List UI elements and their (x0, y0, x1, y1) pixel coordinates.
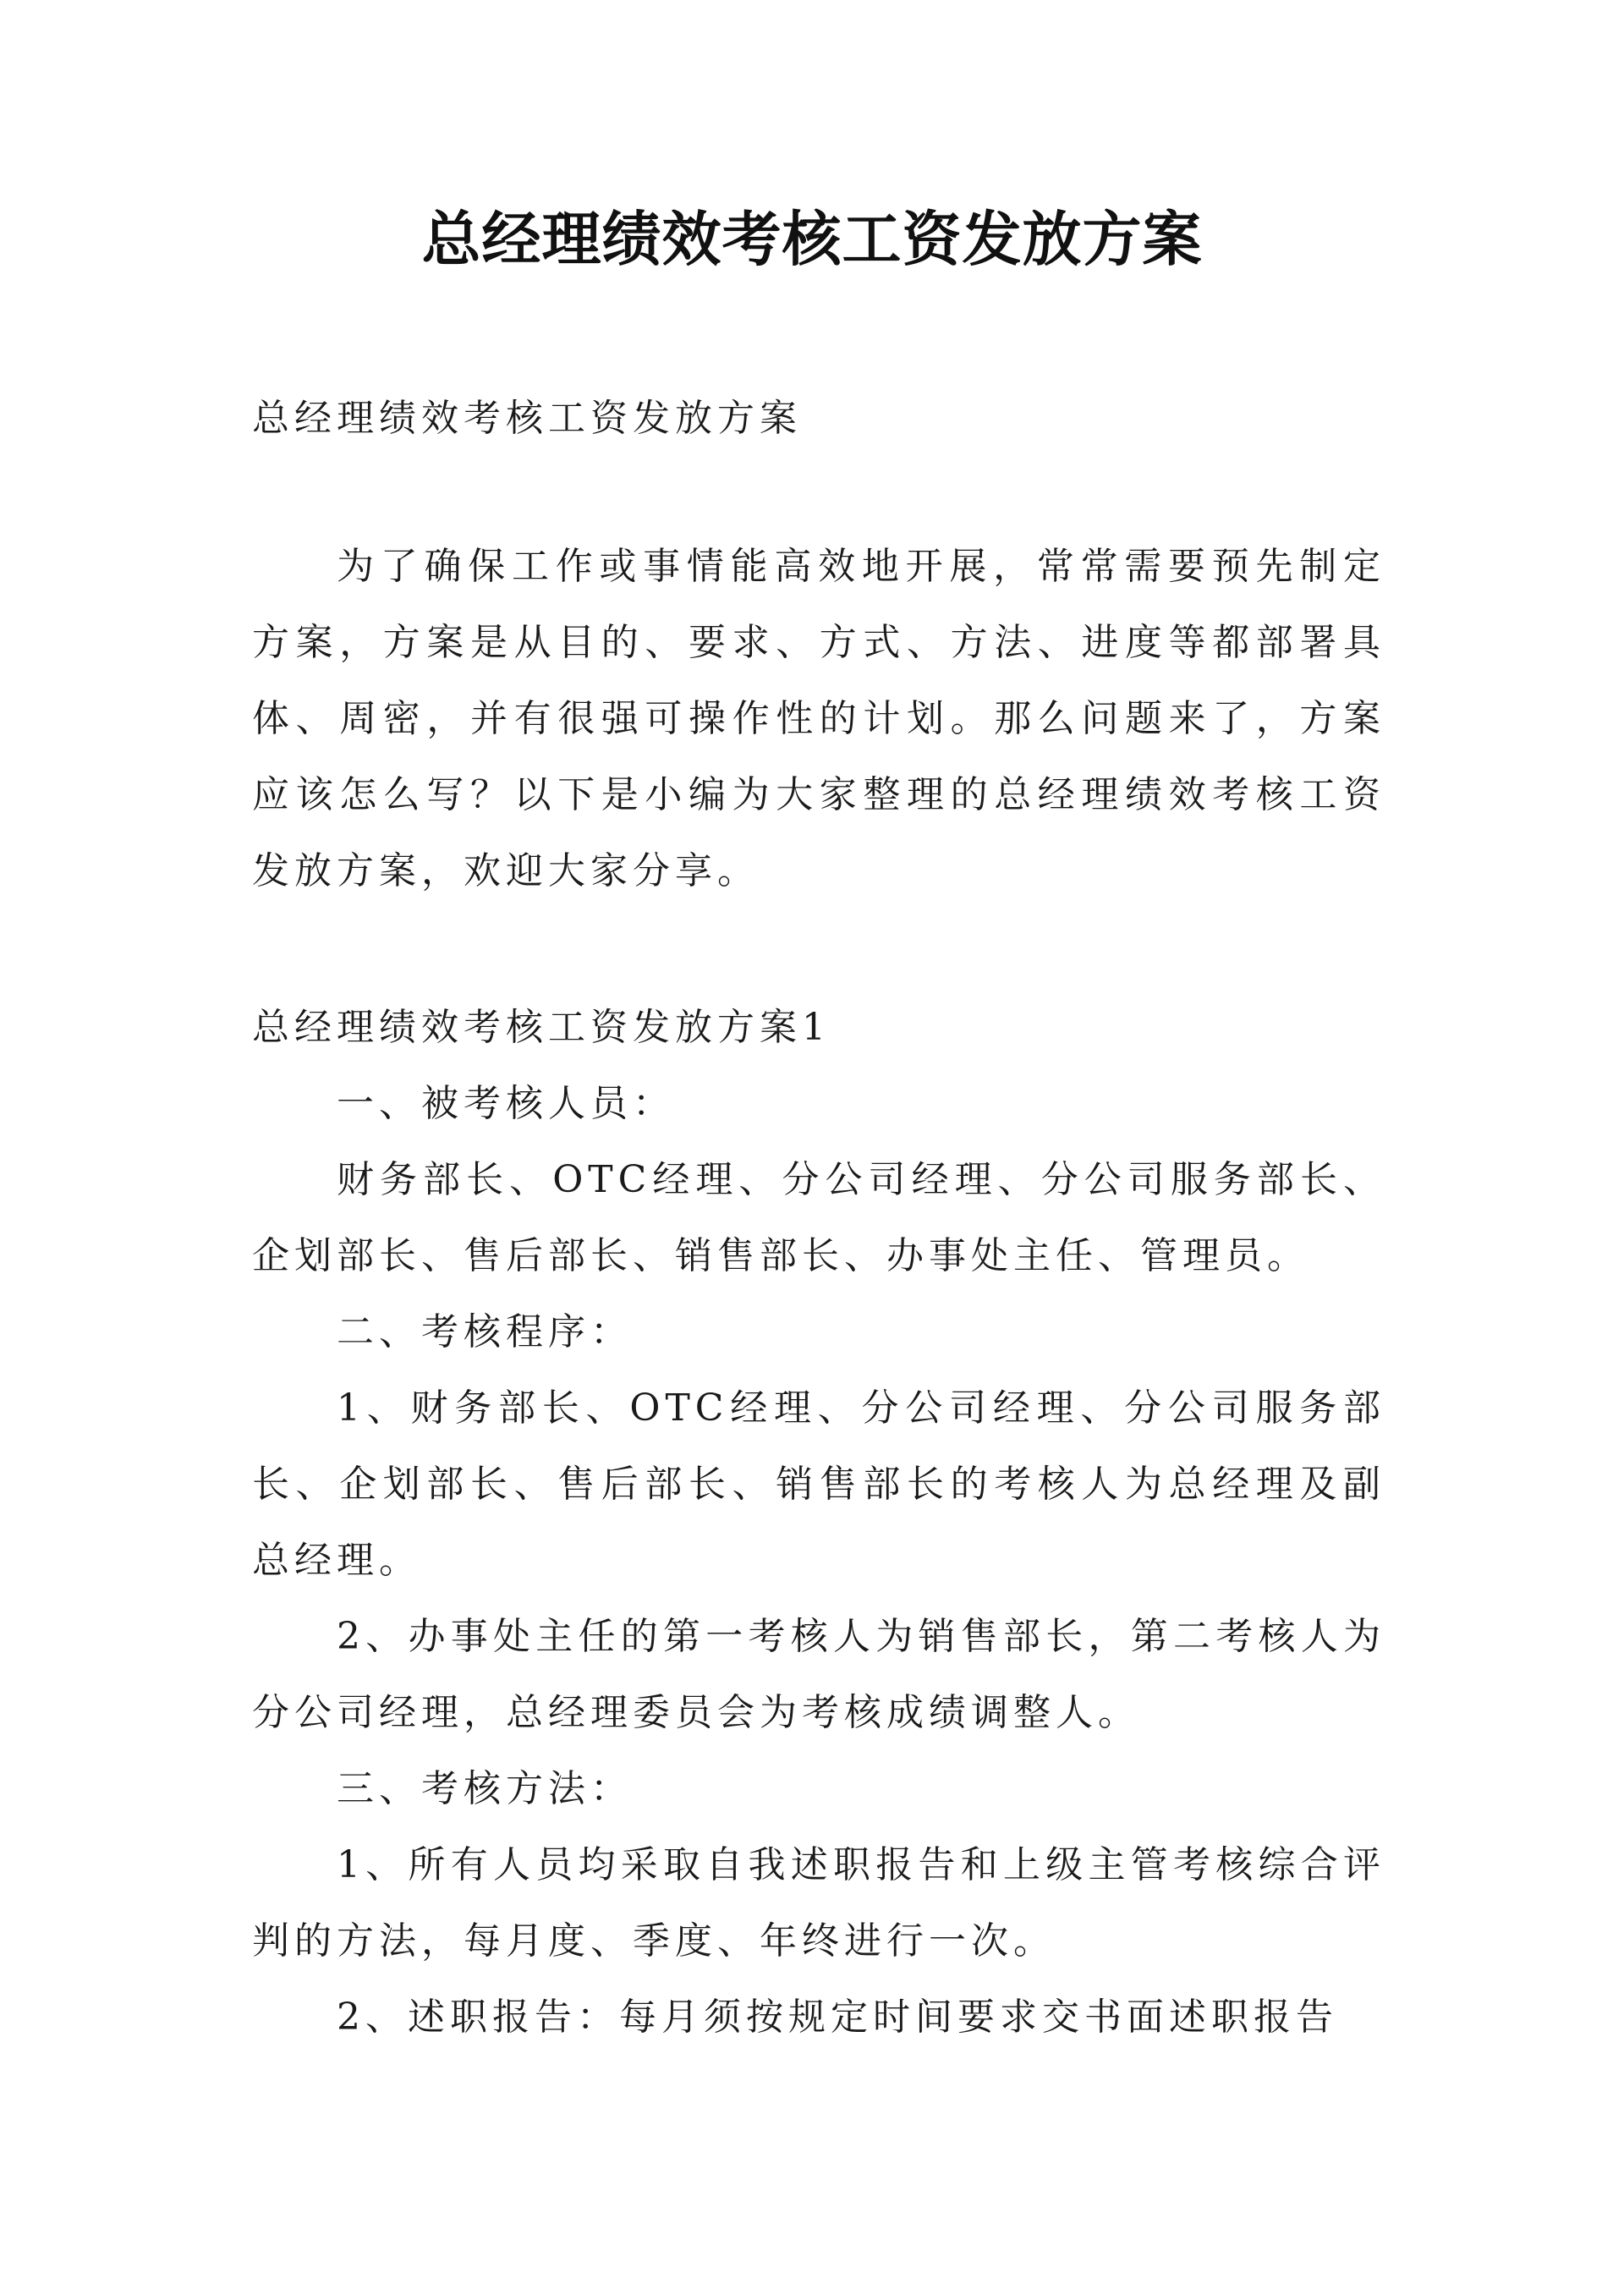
section-paragraph: 财务部长、OTC经理、分公司经理、分公司服务部长、企划部长、售后部长、销售部长、办事处主任、管理员。 (252, 1158, 1385, 1277)
section-heading: 总经理绩效考核工资发放方案1 (252, 1006, 831, 1049)
section-1 (252, 990, 1385, 2056)
section-paragraph: 二、考核程序： (337, 1310, 633, 1353)
section-paragraph: 三、考核方法： (337, 1767, 633, 1810)
section-paragraph: 1、所有人员均采取自我述职报告和上级主管考核综合评判的方法，每月度、季度、年终进行一次。 (252, 1843, 1385, 1963)
section-paragraph: 1、财务部长、OTC经理、分公司经理、分公司服务部长、企划部长、售后部长、销售部长的考核人为总经理及副总经理。 (252, 1386, 1385, 1582)
section-paragraph: 一、被考核人员： (337, 1082, 675, 1125)
section-paragraph: 2、述职报告：每月须按规定时间要求交书面述职报告 (337, 1996, 1338, 2039)
section-paragraph: 2、办事处主任的第一考核人为销售部长，第二考核人为分公司经理，总经理委员会为考核成绩调整人。 (252, 1615, 1385, 1734)
document-subtitle: 总经理绩效考核工资发放方案 (252, 397, 802, 440)
document-title: 总经理绩效考核工资发放方案 (421, 205, 1203, 274)
intro-paragraph: 为了确保工作或事情能高效地开展，常常需要预先制定方案，方案是从目的、要求、方式、方法、进度等都部署具体、周密，并有很强可操作性的计划。那么问题来了，方案应该怎么写？以下是小编为大家整理的总经理绩效考核工资发放方案，欢迎大家分享。 (252, 545, 1385, 892)
